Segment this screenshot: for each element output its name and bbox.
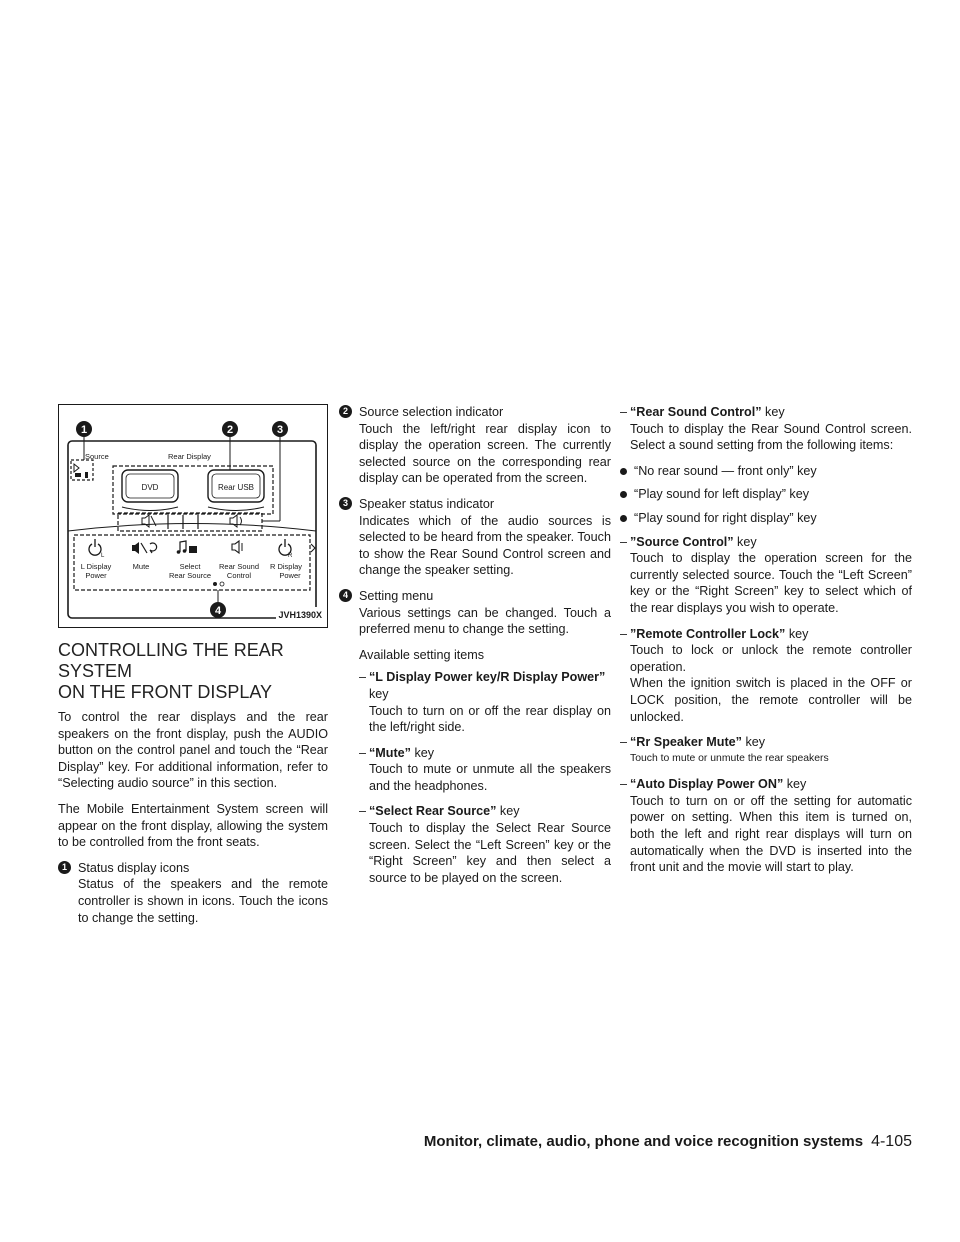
- setting-remote-controller-lock: – ”Remote Controller Lock” key Touch to lock or unlock the remote controller operation. When the ignition switch is placed in the OFF or LOCK position, the remote controller will be unlocked.: [620, 626, 912, 724]
- setting-source-control: – ”Source Control” key Touch to display the operation screen for the currently selected source. Touch the “Left Screen” key or the “Right Screen” key to select which of the rear displays you wish to operate.: [620, 534, 912, 615]
- item-number-badge: 4: [339, 589, 352, 602]
- column-left: [58, 404, 328, 935]
- settings-header: Available setting items: [359, 647, 485, 662]
- svg-text:L Display: L Display: [80, 562, 112, 571]
- setting-auto-display-power: – “Auto Display Power ON” key Touch to turn on or off the setting for automatic power on setting. When this item is turned on, both the left and right rear displays will turn on automatically when the DVD is inserted into the front unit and the movie will start to play.: [620, 777, 912, 875]
- item-number-badge: 3: [339, 497, 352, 510]
- rear-display-figure: [58, 404, 328, 628]
- intro-paragraph-1: To control the rear displays and the rear speakers on the front display, push the AUDIO button on the control panel and touch the “Rear Display” key. For additional information, refer to “Selecting audio source” in this section.: [58, 710, 328, 791]
- bullet-icon: [620, 491, 627, 498]
- svg-text:Rear Source: Rear Source: [168, 571, 212, 580]
- intro-paragraph-2: The Mobile Entertainment System screen will appear on the front display, allowing the system to be controlled from the front seats.: [58, 801, 328, 850]
- svg-text:R: R: [288, 553, 293, 559]
- svg-text:Power: Power: [279, 571, 301, 580]
- rear-display-diagram: [58, 404, 328, 628]
- sound-option: “No rear sound — front only” key: [620, 463, 912, 480]
- figure-code: JVH1390X: [276, 607, 324, 624]
- page-footer: [420, 1133, 912, 1151]
- svg-text:Power: Power: [85, 571, 107, 580]
- setting-rear-sound-control: – “Rear Sound Control” key Touch to display the Rear Sound Control screen. Select a sound setting from the following items:: [620, 405, 912, 453]
- svg-text:Control: Control: [226, 571, 252, 580]
- footer-section-title: Monitor, climate, audio, phone and voice recognition systems: [423, 1133, 864, 1150]
- svg-text:Rear Sound: Rear Sound: [218, 562, 260, 571]
- bullet-icon: [620, 468, 627, 475]
- setting-display-power: – “L Display Power key/R Display Power” key Touch to turn on or off the rear display on the left/right side.: [359, 670, 611, 735]
- svg-text:1: 1: [80, 424, 88, 436]
- svg-text:Select: Select: [179, 562, 201, 571]
- section-heading: CONTROLLING THE REAR SYSTEM ON THE FRONT DISPLAY: [58, 640, 284, 702]
- setting-mute: – “Mute” key Touch to mute or unmute all the speakers and the headphones.: [359, 745, 611, 793]
- setting-select-rear-source: – “Select Rear Source” key Touch to display the Select Rear Source screen. Select the “Left Screen” key or the “Right Screen” key and then select a source to be played on the screen.: [359, 804, 611, 885]
- sound-option: “Play sound for right display” key: [620, 510, 912, 527]
- svg-text:3: 3: [276, 424, 284, 436]
- item-speaker-status: 3 Speaker status indicator Indicates which of the audio sources is selected to be heard from the speaker. Touch to show the Rear Sound Control screen and change the speaker setting.: [339, 496, 611, 579]
- svg-text:Mute: Mute: [132, 562, 150, 571]
- page-dot-active: [213, 582, 217, 586]
- callout-3: [272, 421, 288, 437]
- sound-option: “Play sound for left display” key: [620, 486, 912, 503]
- callout-2: [222, 421, 238, 437]
- figure-rear-usb-label: Rear USB: [217, 483, 255, 492]
- callout-1: [76, 421, 92, 437]
- svg-text:R Display: R Display: [269, 562, 303, 571]
- column-right: [620, 404, 912, 885]
- figure-rear-display-label: Rear Display: [168, 452, 211, 461]
- item-setting-menu: 4 Setting menu Various settings can be changed. Touch a preferred menu to change the setting.: [339, 588, 611, 638]
- figure-source-label: Source: [85, 452, 109, 461]
- page-number: 4-105: [871, 1133, 912, 1150]
- svg-text:L: L: [101, 553, 105, 559]
- svg-text:4: 4: [214, 605, 222, 617]
- item-status-display-icons: 1 Status display icons Status of the speakers and the remote controller is shown in icons. Touch the icons to change the setting.: [58, 860, 328, 926]
- setting-rr-speaker-mute: – “Rr Speaker Mute” key Touch to mute or unmute the rear speakers: [620, 735, 829, 764]
- item-number-badge: 2: [339, 405, 352, 418]
- svg-text:2: 2: [226, 424, 234, 436]
- bullet-icon: [620, 515, 627, 522]
- callout-4: [210, 602, 226, 618]
- figure-dvd-label: DVD: [141, 483, 159, 492]
- column-middle: [339, 404, 611, 895]
- item-number-badge: 1: [58, 861, 71, 874]
- item-source-selection: 2 Source selection indicator Touch the left/right rear display icon to display the operation screen. The currently selected source on the corresponding rear display can be operated from the screen.: [339, 404, 611, 487]
